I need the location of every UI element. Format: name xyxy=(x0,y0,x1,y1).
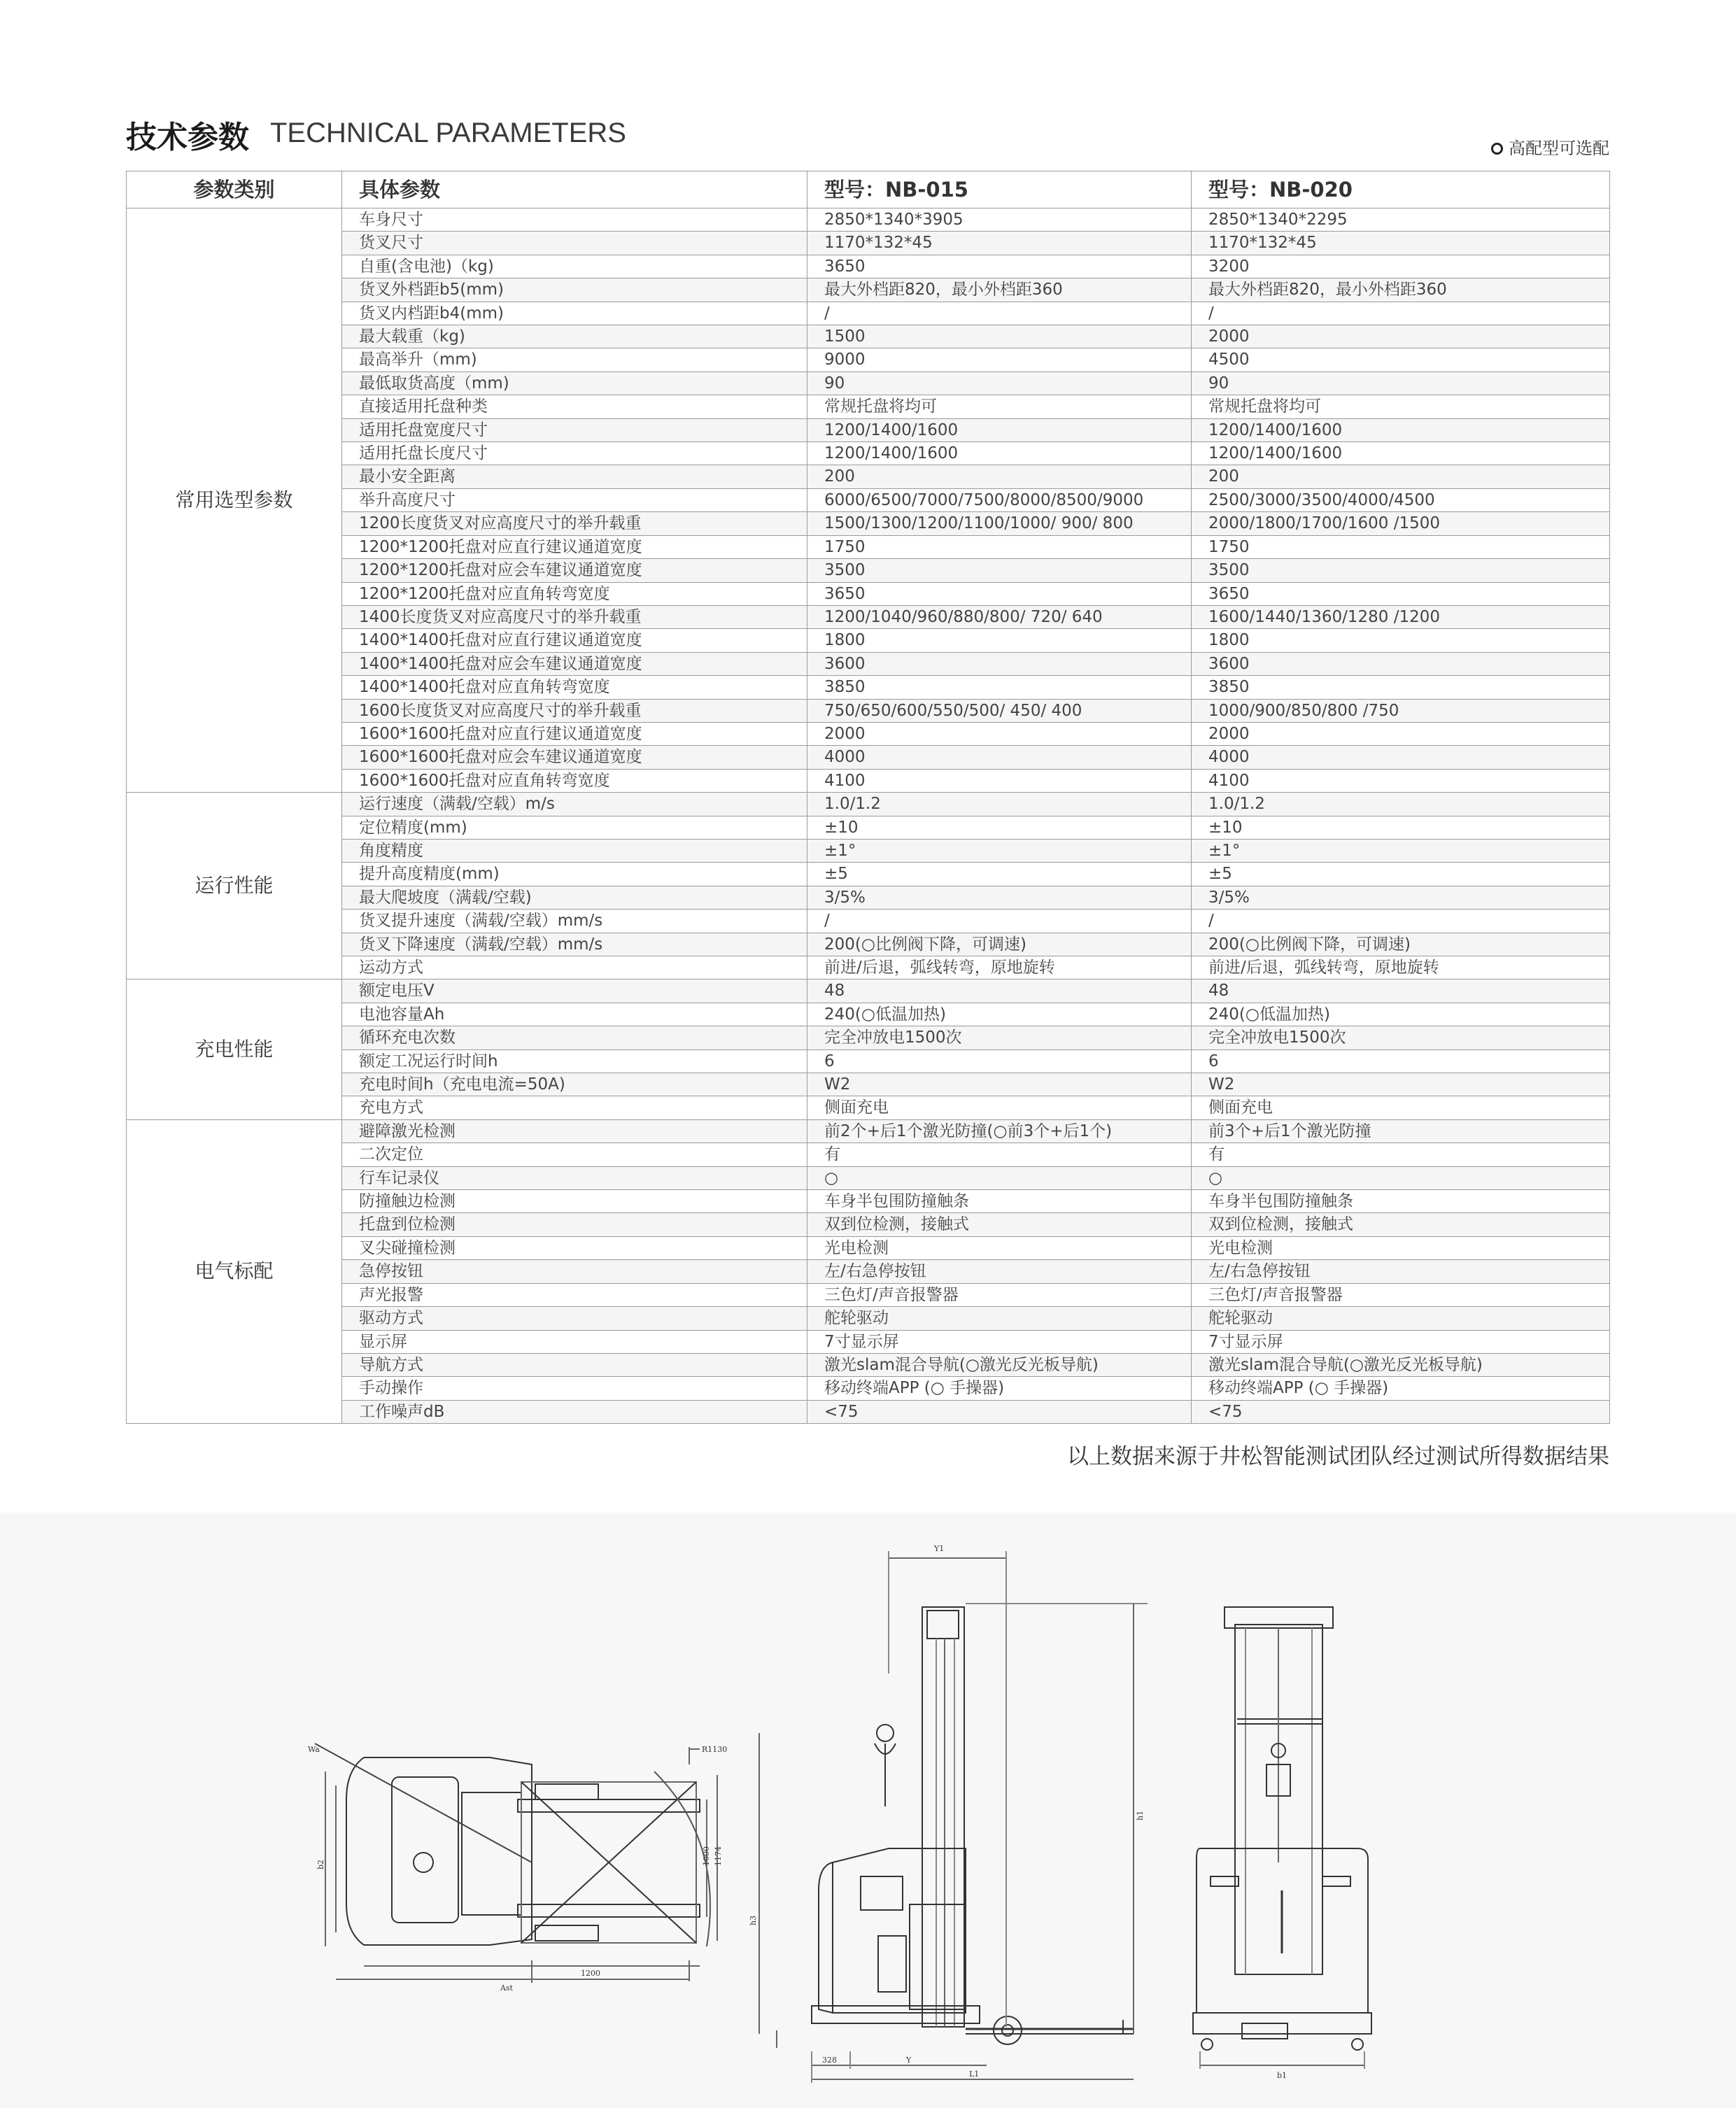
drawing-label: b2 xyxy=(316,1859,325,1869)
nb015-value-cell: 侧面充电 xyxy=(807,1096,1192,1119)
drawing-label: 328 xyxy=(822,2056,837,2065)
table-row xyxy=(127,1236,1610,1259)
table-row xyxy=(127,956,1610,979)
nb020-value-cell: 7寸显示屏 xyxy=(1192,1330,1610,1353)
nb020-value-cell: 240(○低温加热) xyxy=(1192,1003,1610,1026)
table-row xyxy=(127,1260,1610,1283)
nb015-value-cell: 750/650/600/550/500/ 450/ 400 xyxy=(807,699,1192,722)
table-row xyxy=(127,839,1610,862)
nb015-value-cell: ±5 xyxy=(807,863,1192,886)
parameter-name-cell: 显示屏 xyxy=(342,1330,807,1353)
table-row xyxy=(127,302,1610,325)
nb015-value-cell: 90 xyxy=(807,372,1192,395)
nb020-value-cell: 1000/900/850/800 /750 xyxy=(1192,699,1610,722)
table-row xyxy=(127,535,1610,558)
nb015-value-cell: 1750 xyxy=(807,535,1192,558)
category-cell: 充电性能 xyxy=(127,979,342,1119)
nb020-value-cell: 4000 xyxy=(1192,746,1610,769)
table-row xyxy=(127,676,1610,699)
table-row xyxy=(127,886,1610,909)
nb015-value-cell: 4100 xyxy=(807,769,1192,792)
nb020-value-cell: 200 xyxy=(1192,465,1610,488)
parameter-name-cell: 直接适用托盘种类 xyxy=(342,395,807,418)
nb015-value-cell: 6000/6500/7000/7500/8000/8500/9000 xyxy=(807,488,1192,511)
parameter-name-cell: 额定电压V xyxy=(342,979,807,1003)
table-row xyxy=(127,512,1610,535)
drawing-label: 1000 xyxy=(702,1846,711,1866)
nb020-value-cell: ±1° xyxy=(1192,839,1610,862)
nb015-value-cell: / xyxy=(807,302,1192,325)
table-row xyxy=(127,793,1610,816)
parameter-name-cell: 1600*1600托盘对应直角转弯宽度 xyxy=(342,769,807,792)
parameter-name-cell: 二次定位 xyxy=(342,1143,807,1166)
table-row xyxy=(127,232,1610,255)
nb015-value-cell: ○ xyxy=(807,1166,1192,1189)
nb020-value-cell: 常规托盘将均可 xyxy=(1192,395,1610,418)
table-row xyxy=(127,1377,1610,1400)
nb020-value-cell: 3650 xyxy=(1192,582,1610,605)
nb020-value-cell: 激光slam混合导航(○激光反光板导航) xyxy=(1192,1353,1610,1376)
nb020-value-cell: 1800 xyxy=(1192,629,1610,652)
nb015-value-cell: 2000 xyxy=(807,722,1192,745)
category-cell: 常用选型参数 xyxy=(127,208,342,793)
table-row xyxy=(127,722,1610,745)
nb020-value-cell: 2000 xyxy=(1192,325,1610,348)
parameter-name-cell: 1400长度货叉对应高度尺寸的举升载重 xyxy=(342,605,807,628)
nb015-value-cell: 3850 xyxy=(807,676,1192,699)
table-row xyxy=(127,863,1610,886)
parameter-name-cell: 电池容量Ah xyxy=(342,1003,807,1026)
nb015-value-cell: ±1° xyxy=(807,839,1192,862)
table-row xyxy=(127,1026,1610,1049)
nb020-value-cell: 光电检测 xyxy=(1192,1236,1610,1259)
nb020-value-cell: 3/5% xyxy=(1192,886,1610,909)
table-row xyxy=(127,442,1610,465)
column-header: 型号：NB-015 xyxy=(807,171,1192,208)
nb015-value-cell: 1500 xyxy=(807,325,1192,348)
parameter-name-cell: 手动操作 xyxy=(342,1377,807,1400)
parameter-name-cell: 1600长度货叉对应高度尺寸的举升载重 xyxy=(342,699,807,722)
parameter-name-cell: 最低取货高度（mm) xyxy=(342,372,807,395)
nb020-value-cell: 6 xyxy=(1192,1049,1610,1073)
parameter-name-cell: 货叉下降速度（满载/空载）mm/s xyxy=(342,933,807,956)
nb015-value-cell: 前进/后退，弧线转弯，原地旋转 xyxy=(807,956,1192,979)
nb020-value-cell: 2000 xyxy=(1192,722,1610,745)
nb020-value-cell: / xyxy=(1192,910,1610,933)
nb015-value-cell: 9000 xyxy=(807,348,1192,372)
drawing-label: Y1 xyxy=(934,1544,945,1553)
table-row xyxy=(127,1190,1610,1213)
drawing-label: b1 xyxy=(1277,2071,1287,2080)
nb020-value-cell: 1200/1400/1600 xyxy=(1192,442,1610,465)
parameter-name-cell: 角度精度 xyxy=(342,839,807,862)
drawing-label: Wa xyxy=(308,1745,320,1754)
parameter-name-cell: 1200*1200托盘对应直行建议通道宽度 xyxy=(342,535,807,558)
parameter-name-cell: 循环充电次数 xyxy=(342,1026,807,1049)
nb015-value-cell: 3/5% xyxy=(807,886,1192,909)
parameter-name-cell: 1200长度货叉对应高度尺寸的举升载重 xyxy=(342,512,807,535)
data-source-note: 以上数据来源于井松智能测试团队经过测试所得数据结果 xyxy=(1067,1444,1609,1469)
table-row xyxy=(127,488,1610,511)
nb015-value-cell: 常规托盘将均可 xyxy=(807,395,1192,418)
table-row xyxy=(127,629,1610,652)
table-row xyxy=(127,255,1610,278)
nb015-value-cell: 1800 xyxy=(807,629,1192,652)
table-row xyxy=(127,278,1610,302)
nb020-value-cell: 2850*1340*2295 xyxy=(1192,208,1610,232)
page-title-en: TECHNICAL PARAMETERS xyxy=(270,118,626,148)
side-view-drawing xyxy=(749,1544,1148,2083)
nb015-value-cell: 舵轮驱动 xyxy=(807,1307,1192,1330)
parameter-name-cell: 最大爬坡度（满载/空载) xyxy=(342,886,807,909)
nb015-value-cell: 1170*132*45 xyxy=(807,232,1192,255)
nb020-value-cell: <75 xyxy=(1192,1400,1610,1423)
parameter-name-cell: 避障激光检测 xyxy=(342,1119,807,1143)
parameter-name-cell: 1200*1200托盘对应会车建议通道宽度 xyxy=(342,559,807,582)
legend-label: 高配型可选配 xyxy=(1509,139,1609,158)
nb020-value-cell: 前3个+后1个激光防撞 xyxy=(1192,1119,1610,1143)
nb015-value-cell: 1500/1300/1200/1100/1000/ 900/ 800 xyxy=(807,512,1192,535)
table-row xyxy=(127,1283,1610,1306)
parameter-name-cell: 货叉外档距b5(mm) xyxy=(342,278,807,302)
table-row xyxy=(127,348,1610,372)
parameter-name-cell: 急停按钮 xyxy=(342,1260,807,1283)
parameter-name-cell: 车身尺寸 xyxy=(342,208,807,232)
column-header: 型号：NB-020 xyxy=(1192,171,1610,208)
parameter-name-cell: 自重(含电池)（kg) xyxy=(342,255,807,278)
drawing-label: Ast xyxy=(500,1983,514,1993)
parameter-name-cell: 声光报警 xyxy=(342,1283,807,1306)
parameter-name-cell: 工作噪声dB xyxy=(342,1400,807,1423)
parameter-name-cell: 1400*1400托盘对应会车建议通道宽度 xyxy=(342,652,807,675)
table-row xyxy=(127,208,1610,232)
nb020-value-cell: 2000/1800/1700/1600 /1500 xyxy=(1192,512,1610,535)
nb020-value-cell: 200(○比例阀下降，可调速) xyxy=(1192,933,1610,956)
parameter-name-cell: 叉尖碰撞检测 xyxy=(342,1236,807,1259)
nb020-value-cell: ±10 xyxy=(1192,816,1610,839)
table-row xyxy=(127,1353,1610,1376)
parameter-name-cell: 导航方式 xyxy=(342,1353,807,1376)
spec-table xyxy=(126,171,1610,1424)
nb015-value-cell: 6 xyxy=(807,1049,1192,1073)
table-row xyxy=(127,769,1610,792)
table-row xyxy=(127,979,1610,1003)
nb020-value-cell: 移动终端APP (○ 手操器) xyxy=(1192,1377,1610,1400)
table-row xyxy=(127,1213,1610,1236)
parameter-name-cell: 最大载重（kg) xyxy=(342,325,807,348)
page-title: 技术参数 xyxy=(126,120,249,155)
table-row xyxy=(127,1073,1610,1096)
nb020-value-cell: 90 xyxy=(1192,372,1610,395)
drawing-label: h1 xyxy=(1136,1810,1145,1820)
parameter-name-cell: 驱动方式 xyxy=(342,1307,807,1330)
parameter-name-cell: 货叉提升速度（满载/空载）mm/s xyxy=(342,910,807,933)
drawing-label: Y xyxy=(906,2056,912,2065)
parameter-name-cell: 运动方式 xyxy=(342,956,807,979)
nb015-value-cell: 1.0/1.2 xyxy=(807,793,1192,816)
nb020-value-cell: 侧面充电 xyxy=(1192,1096,1610,1119)
nb015-value-cell: 光电检测 xyxy=(807,1236,1192,1259)
parameter-name-cell: 举升高度尺寸 xyxy=(342,488,807,511)
nb020-value-cell: 三色灯/声音报警器 xyxy=(1192,1283,1610,1306)
nb015-value-cell: 7寸显示屏 xyxy=(807,1330,1192,1353)
nb015-value-cell: 3650 xyxy=(807,582,1192,605)
nb020-value-cell: 2500/3000/3500/4000/4500 xyxy=(1192,488,1610,511)
nb015-value-cell: 车身半包围防撞触条 xyxy=(807,1190,1192,1213)
nb020-value-cell: / xyxy=(1192,302,1610,325)
drawing-label: R1130 xyxy=(702,1745,728,1754)
table-row xyxy=(127,605,1610,628)
table-row xyxy=(127,699,1610,722)
table-row xyxy=(127,418,1610,441)
parameter-name-cell: 防撞触边检测 xyxy=(342,1190,807,1213)
nb020-value-cell: 双到位检测，接触式 xyxy=(1192,1213,1610,1236)
top-view-drawing xyxy=(308,1743,727,1993)
nb020-value-cell: 48 xyxy=(1192,979,1610,1003)
dimension-drawings xyxy=(0,1513,1736,2108)
nb020-value-cell: 前进/后退，弧线转弯，原地旋转 xyxy=(1192,956,1610,979)
nb015-value-cell: 240(○低温加热) xyxy=(807,1003,1192,1026)
table-row xyxy=(127,746,1610,769)
nb015-value-cell: 4000 xyxy=(807,746,1192,769)
parameter-name-cell: 1400*1400托盘对应直角转弯宽度 xyxy=(342,676,807,699)
nb020-value-cell: 1170*132*45 xyxy=(1192,232,1610,255)
parameter-name-cell: 定位精度(mm) xyxy=(342,816,807,839)
category-cell: 电气标配 xyxy=(127,1119,342,1423)
legend xyxy=(1490,134,1609,159)
table-row xyxy=(127,1307,1610,1330)
drawing-label: h3 xyxy=(749,1915,758,1925)
drawing-label: 1174 xyxy=(714,1846,723,1866)
nb020-value-cell: 1600/1440/1360/1280 /1200 xyxy=(1192,605,1610,628)
parameter-name-cell: 1600*1600托盘对应直行建议通道宽度 xyxy=(342,722,807,745)
nb020-value-cell: 完全冲放电1500次 xyxy=(1192,1026,1610,1049)
nb015-value-cell: 200 xyxy=(807,465,1192,488)
parameter-name-cell: 充电时间h（充电电流=50A) xyxy=(342,1073,807,1096)
table-row xyxy=(127,325,1610,348)
nb020-value-cell: 4500 xyxy=(1192,348,1610,372)
table-row xyxy=(127,1119,1610,1143)
nb020-value-cell: 1750 xyxy=(1192,535,1610,558)
nb020-value-cell: W2 xyxy=(1192,1073,1610,1096)
column-header: 具体参数 xyxy=(342,171,807,208)
nb015-value-cell: 48 xyxy=(807,979,1192,1003)
parameter-name-cell: 适用托盘长度尺寸 xyxy=(342,442,807,465)
nb015-value-cell: 三色灯/声音报警器 xyxy=(807,1283,1192,1306)
section-header xyxy=(126,112,1609,161)
table-row xyxy=(127,910,1610,933)
parameter-name-cell: 最高举升（mm) xyxy=(342,348,807,372)
nb020-value-cell: ○ xyxy=(1192,1166,1610,1189)
nb020-value-cell: 1.0/1.2 xyxy=(1192,793,1610,816)
parameter-name-cell: 充电方式 xyxy=(342,1096,807,1119)
table-row xyxy=(127,559,1610,582)
nb015-value-cell: 双到位检测，接触式 xyxy=(807,1213,1192,1236)
optional-circle-icon xyxy=(1491,143,1503,155)
parameter-name-cell: 货叉内档距b4(mm) xyxy=(342,302,807,325)
parameter-name-cell: 提升高度精度(mm) xyxy=(342,863,807,886)
nb020-value-cell: 4100 xyxy=(1192,769,1610,792)
drawings-svg xyxy=(0,1513,1736,2108)
table-row xyxy=(127,372,1610,395)
parameter-name-cell: 货叉尺寸 xyxy=(342,232,807,255)
column-header: 参数类别 xyxy=(127,171,342,208)
nb015-value-cell: / xyxy=(807,910,1192,933)
nb015-value-cell: <75 xyxy=(807,1400,1192,1423)
table-row xyxy=(127,652,1610,675)
nb015-value-cell: 1200/1400/1600 xyxy=(807,442,1192,465)
nb020-value-cell: 有 xyxy=(1192,1143,1610,1166)
parameter-name-cell: 最小安全距离 xyxy=(342,465,807,488)
nb015-value-cell: 激光slam混合导航(○激光反光板导航) xyxy=(807,1353,1192,1376)
table-row xyxy=(127,395,1610,418)
table-row xyxy=(127,1330,1610,1353)
nb015-value-cell: 3500 xyxy=(807,559,1192,582)
nb020-value-cell: 3850 xyxy=(1192,676,1610,699)
nb020-value-cell: 3600 xyxy=(1192,652,1610,675)
table-row xyxy=(127,465,1610,488)
drawing-label: L1 xyxy=(969,2070,980,2079)
nb020-value-cell: 车身半包围防撞触条 xyxy=(1192,1190,1610,1213)
parameter-name-cell: 1400*1400托盘对应直行建议通道宽度 xyxy=(342,629,807,652)
nb015-value-cell: 1200/1040/960/880/800/ 720/ 640 xyxy=(807,605,1192,628)
table-row xyxy=(127,1143,1610,1166)
nb020-value-cell: 3200 xyxy=(1192,255,1610,278)
nb015-value-cell: 最大外档距820，最小外档距360 xyxy=(807,278,1192,302)
table-body xyxy=(127,208,1610,1424)
parameter-name-cell: 行车记录仪 xyxy=(342,1166,807,1189)
nb015-value-cell: 3600 xyxy=(807,652,1192,675)
nb020-value-cell: 左/右急停按钮 xyxy=(1192,1260,1610,1283)
nb015-value-cell: 有 xyxy=(807,1143,1192,1166)
table-header-row xyxy=(127,171,1610,208)
drawing-label: 1200 xyxy=(581,1969,600,1978)
nb015-value-cell: W2 xyxy=(807,1073,1192,1096)
front-view-drawing xyxy=(1193,1607,1371,2080)
table-row xyxy=(127,1400,1610,1423)
nb015-value-cell: 1200/1400/1600 xyxy=(807,418,1192,441)
parameter-name-cell: 额定工况运行时间h xyxy=(342,1049,807,1073)
nb015-value-cell: 完全冲放电1500次 xyxy=(807,1026,1192,1049)
parameter-name-cell: 运行速度（满载/空载）m/s xyxy=(342,793,807,816)
parameter-name-cell: 1200*1200托盘对应直角转弯宽度 xyxy=(342,582,807,605)
nb015-value-cell: 3650 xyxy=(807,255,1192,278)
parameter-name-cell: 适用托盘宽度尺寸 xyxy=(342,418,807,441)
category-cell: 运行性能 xyxy=(127,793,342,979)
nb015-value-cell: 移动终端APP (○ 手操器) xyxy=(807,1377,1192,1400)
nb015-value-cell: 2850*1340*3905 xyxy=(807,208,1192,232)
nb020-value-cell: 舵轮驱动 xyxy=(1192,1307,1610,1330)
nb020-value-cell: 3500 xyxy=(1192,559,1610,582)
nb015-value-cell: 左/右急停按钮 xyxy=(807,1260,1192,1283)
parameter-name-cell: 托盘到位检测 xyxy=(342,1213,807,1236)
nb015-value-cell: 前2个+后1个激光防撞(○前3个+后1个) xyxy=(807,1119,1192,1143)
nb020-value-cell: 最大外档距820，最小外档距360 xyxy=(1192,278,1610,302)
table-row xyxy=(127,1003,1610,1026)
table-row xyxy=(127,1096,1610,1119)
table-row xyxy=(127,1049,1610,1073)
table-row xyxy=(127,582,1610,605)
nb020-value-cell: 1200/1400/1600 xyxy=(1192,418,1610,441)
nb020-value-cell: ±5 xyxy=(1192,863,1610,886)
nb015-value-cell: 200(○比例阀下降，可调速) xyxy=(807,933,1192,956)
table-row xyxy=(127,816,1610,839)
parameter-name-cell: 1600*1600托盘对应会车建议通道宽度 xyxy=(342,746,807,769)
table-row xyxy=(127,933,1610,956)
nb015-value-cell: ±10 xyxy=(807,816,1192,839)
table-row xyxy=(127,1166,1610,1189)
